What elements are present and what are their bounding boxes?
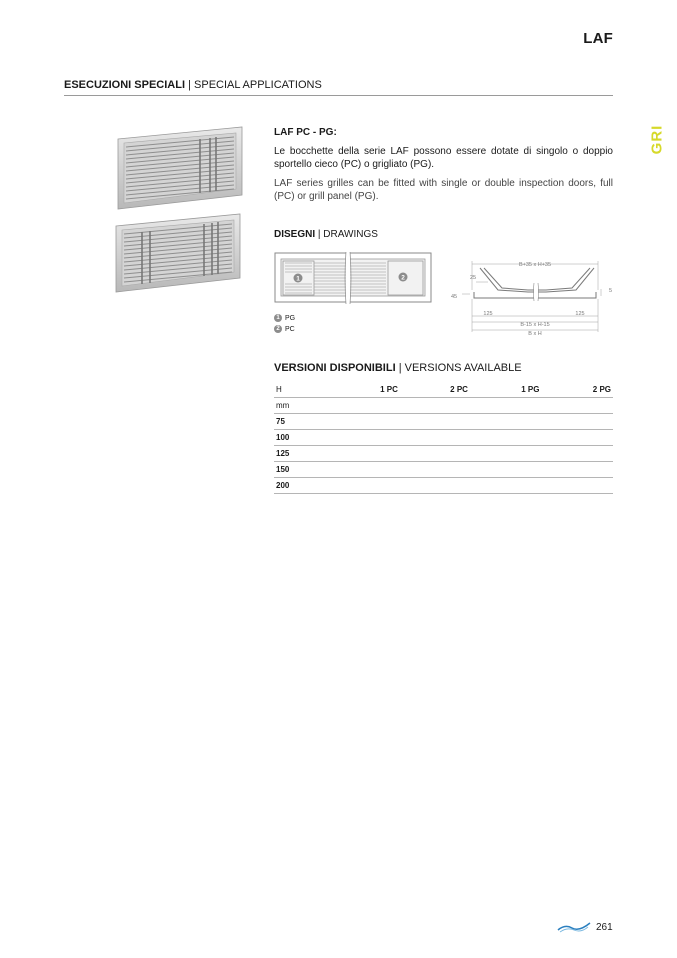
legend-item-pg bbox=[274, 314, 295, 322]
row-height-value: 150 bbox=[274, 462, 330, 478]
table-row bbox=[274, 414, 613, 430]
grille-photo-double-door bbox=[112, 210, 244, 296]
column-header-2pg: 2 PG bbox=[541, 382, 613, 398]
drawings-heading-rest: DRAWINGS bbox=[323, 229, 378, 240]
drawing-badge-2: 2 bbox=[401, 274, 405, 282]
dim-125-right: 125 bbox=[575, 311, 585, 317]
side-tab-label: GRI bbox=[648, 124, 666, 155]
versions-heading-rest: VERSIONS AVAILABLE bbox=[404, 362, 522, 374]
versions-heading-bold: VERSIONI DISPONIBILI bbox=[274, 362, 396, 374]
product-text-italian: Le bocchette della serie LAF possono essere dotate di singolo o doppio sportello cieco (PC) o grigliato (PG). bbox=[274, 146, 613, 170]
row-height-value: 75 bbox=[274, 414, 330, 430]
versions-heading bbox=[274, 362, 522, 374]
product-title: LAF PC - PG: bbox=[274, 127, 337, 138]
table-row bbox=[274, 462, 613, 478]
dim-25: 25 bbox=[470, 275, 477, 281]
legend-label-pg: PG bbox=[285, 314, 296, 322]
column-header-1pg: 1 PG bbox=[470, 382, 541, 398]
column-header-1pc: 1 PC bbox=[330, 382, 400, 398]
versions-separator: | bbox=[398, 362, 402, 374]
table-row bbox=[274, 446, 613, 462]
front-view-drawing bbox=[274, 252, 432, 304]
row-height-value: 100 bbox=[274, 430, 330, 446]
dim-nominal: B x H bbox=[528, 331, 542, 337]
dim-top: B+35 x H+35 bbox=[518, 262, 552, 268]
drawings-heading-bold: DISEGNI bbox=[274, 229, 316, 240]
unit-cell: mm bbox=[274, 398, 330, 414]
dim-45: 45 bbox=[451, 294, 458, 300]
drawings-heading bbox=[274, 229, 378, 240]
page-number: 261 bbox=[596, 922, 613, 933]
legend-badge-1: 1 bbox=[274, 314, 282, 322]
section-heading bbox=[64, 79, 322, 91]
section-dimension-drawing bbox=[448, 256, 616, 338]
row-height-value: 200 bbox=[274, 478, 330, 494]
dim-5: 5 bbox=[609, 288, 613, 294]
drawings-separator: | bbox=[317, 229, 321, 240]
row-height-value: 125 bbox=[274, 446, 330, 462]
drawing-badge-1: 1 bbox=[296, 275, 300, 283]
dim-inner: B-15 x H-15 bbox=[520, 322, 550, 328]
legend-item-pc bbox=[274, 325, 295, 333]
column-header-2pc: 2 PC bbox=[400, 382, 470, 398]
product-text-english: LAF series grilles can be fitted with single or double inspection doors, full (PC) or grill panel (PG). bbox=[274, 178, 613, 202]
legend-badge-2: 2 bbox=[274, 325, 282, 333]
legend-label-pc: PC bbox=[285, 325, 295, 333]
versions-table bbox=[274, 382, 613, 494]
section-heading-bold: ESECUZIONI SPECIALI bbox=[64, 79, 186, 91]
section-rule bbox=[64, 95, 613, 96]
grille-photo-single-door bbox=[112, 125, 244, 211]
section-heading-rest: SPECIAL APPLICATIONS bbox=[194, 79, 322, 91]
table-header-row bbox=[274, 382, 613, 398]
column-header-h: H bbox=[274, 382, 330, 398]
table-row bbox=[274, 430, 613, 446]
section-separator: | bbox=[188, 79, 191, 91]
wave-logo-icon bbox=[557, 921, 591, 933]
table-unit-row bbox=[274, 398, 613, 414]
document-title: LAF bbox=[583, 30, 613, 47]
side-tab bbox=[648, 125, 672, 157]
table-row bbox=[274, 478, 613, 494]
dim-125-left: 125 bbox=[483, 311, 493, 317]
